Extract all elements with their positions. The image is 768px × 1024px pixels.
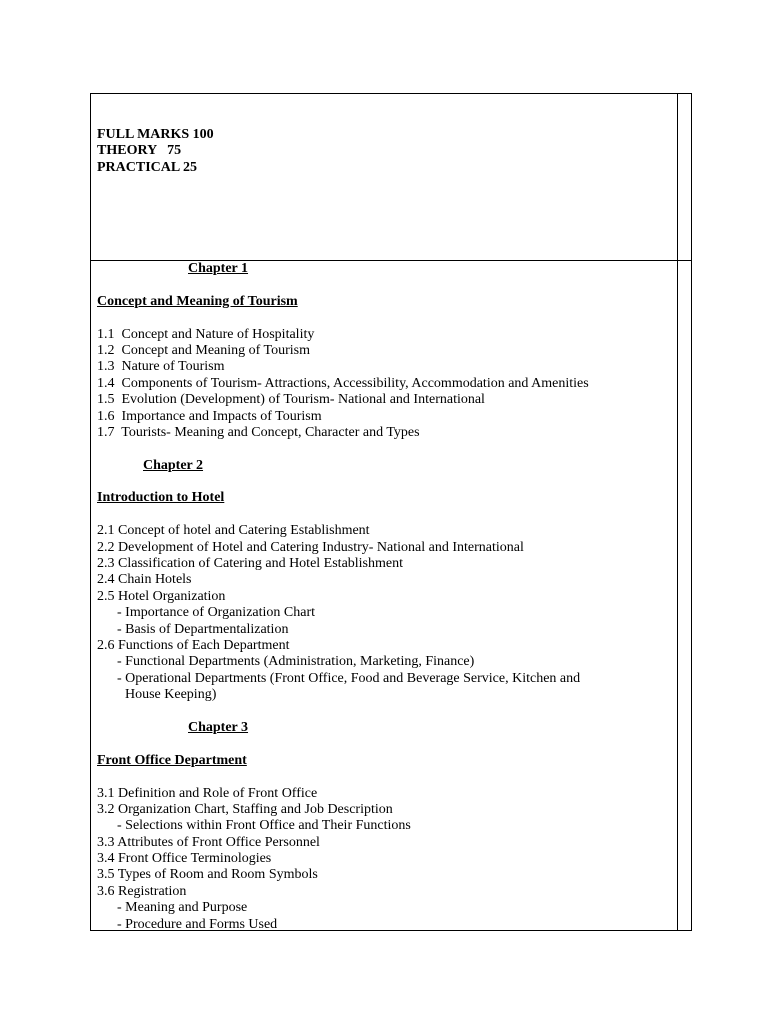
list-item: 2.1 Concept of hotel and Catering Establishment bbox=[97, 523, 370, 539]
list-subitem: - Functional Departments (Administration, Marketing, Finance) bbox=[117, 654, 475, 670]
list-subitem: - Operational Departments (Front Office, Food and Beverage Service, Kitchen and bbox=[117, 670, 581, 686]
list-item: 1.7 Tourists- Meaning and Concept, Character and Types bbox=[97, 424, 420, 440]
syllabus-table bbox=[90, 93, 692, 931]
list-item: 3.1 Definition and Role of Front Office bbox=[97, 785, 318, 801]
list-subitem-continued: House Keeping) bbox=[125, 687, 217, 703]
list-item: 2.2 Development of Hotel and Catering Industry- National and International bbox=[97, 539, 524, 555]
list-item: 1.1 Concept and Nature of Hospitality bbox=[97, 326, 315, 342]
list-item: 3.4 Front Office Terminologies bbox=[97, 851, 272, 867]
list-item: 1.2 Concept and Meaning of Tourism bbox=[97, 342, 311, 358]
list-item: 1.3 Nature of Tourism bbox=[97, 359, 225, 375]
list-subitem: - Meaning and Purpose bbox=[117, 900, 248, 916]
list-subitem: - Selections within Front Office and Their Functions bbox=[117, 818, 411, 834]
chapter-1-label: Chapter 1 bbox=[188, 261, 249, 276]
list-item: 3.6 Registration bbox=[97, 883, 187, 899]
list-subitem: - Procedure and Forms Used bbox=[117, 916, 278, 932]
chapter-3-label: Chapter 3 bbox=[188, 719, 249, 735]
chapter-1-title: Concept and Meaning of Tourism bbox=[97, 293, 298, 309]
theory-marks: THEORY 75 bbox=[97, 143, 182, 159]
content-cell bbox=[97, 261, 672, 933]
list-item: 1.5 Evolution (Development) of Tourism- National and International bbox=[97, 392, 485, 408]
practical-marks: PRACTICAL 25 bbox=[97, 159, 197, 175]
list-item: 3.5 Types of Room and Room Symbols bbox=[97, 867, 318, 883]
list-subitem: - Basis of Departmentalization bbox=[117, 621, 289, 637]
list-item: 2.5 Hotel Organization bbox=[97, 588, 226, 604]
marks-cell bbox=[97, 127, 672, 176]
list-item: 3.2 Organization Chart, Staffing and Job Description bbox=[97, 801, 393, 817]
column-divider bbox=[677, 94, 678, 930]
chapter-2-label: Chapter 2 bbox=[143, 457, 204, 473]
full-marks: FULL MARKS 100 bbox=[97, 127, 214, 142]
list-item: 2.6 Functions of Each Department bbox=[97, 637, 290, 653]
list-item: 2.3 Classification of Catering and Hotel Establishment bbox=[97, 556, 403, 572]
chapter-2-title: Introduction to Hotel bbox=[97, 490, 225, 506]
list-subitem: - Importance of Organization Chart bbox=[117, 605, 316, 621]
list-item: 1.6 Importance and Impacts of Tourism bbox=[97, 408, 322, 424]
list-item: 3.3 Attributes of Front Office Personnel bbox=[97, 834, 320, 850]
list-item: 1.4 Components of Tourism- Attractions, Accessibility, Accommodation and Amenities bbox=[97, 375, 589, 391]
list-item: 2.4 Chain Hotels bbox=[97, 572, 192, 588]
chapter-3-title: Front Office Department bbox=[97, 752, 247, 768]
